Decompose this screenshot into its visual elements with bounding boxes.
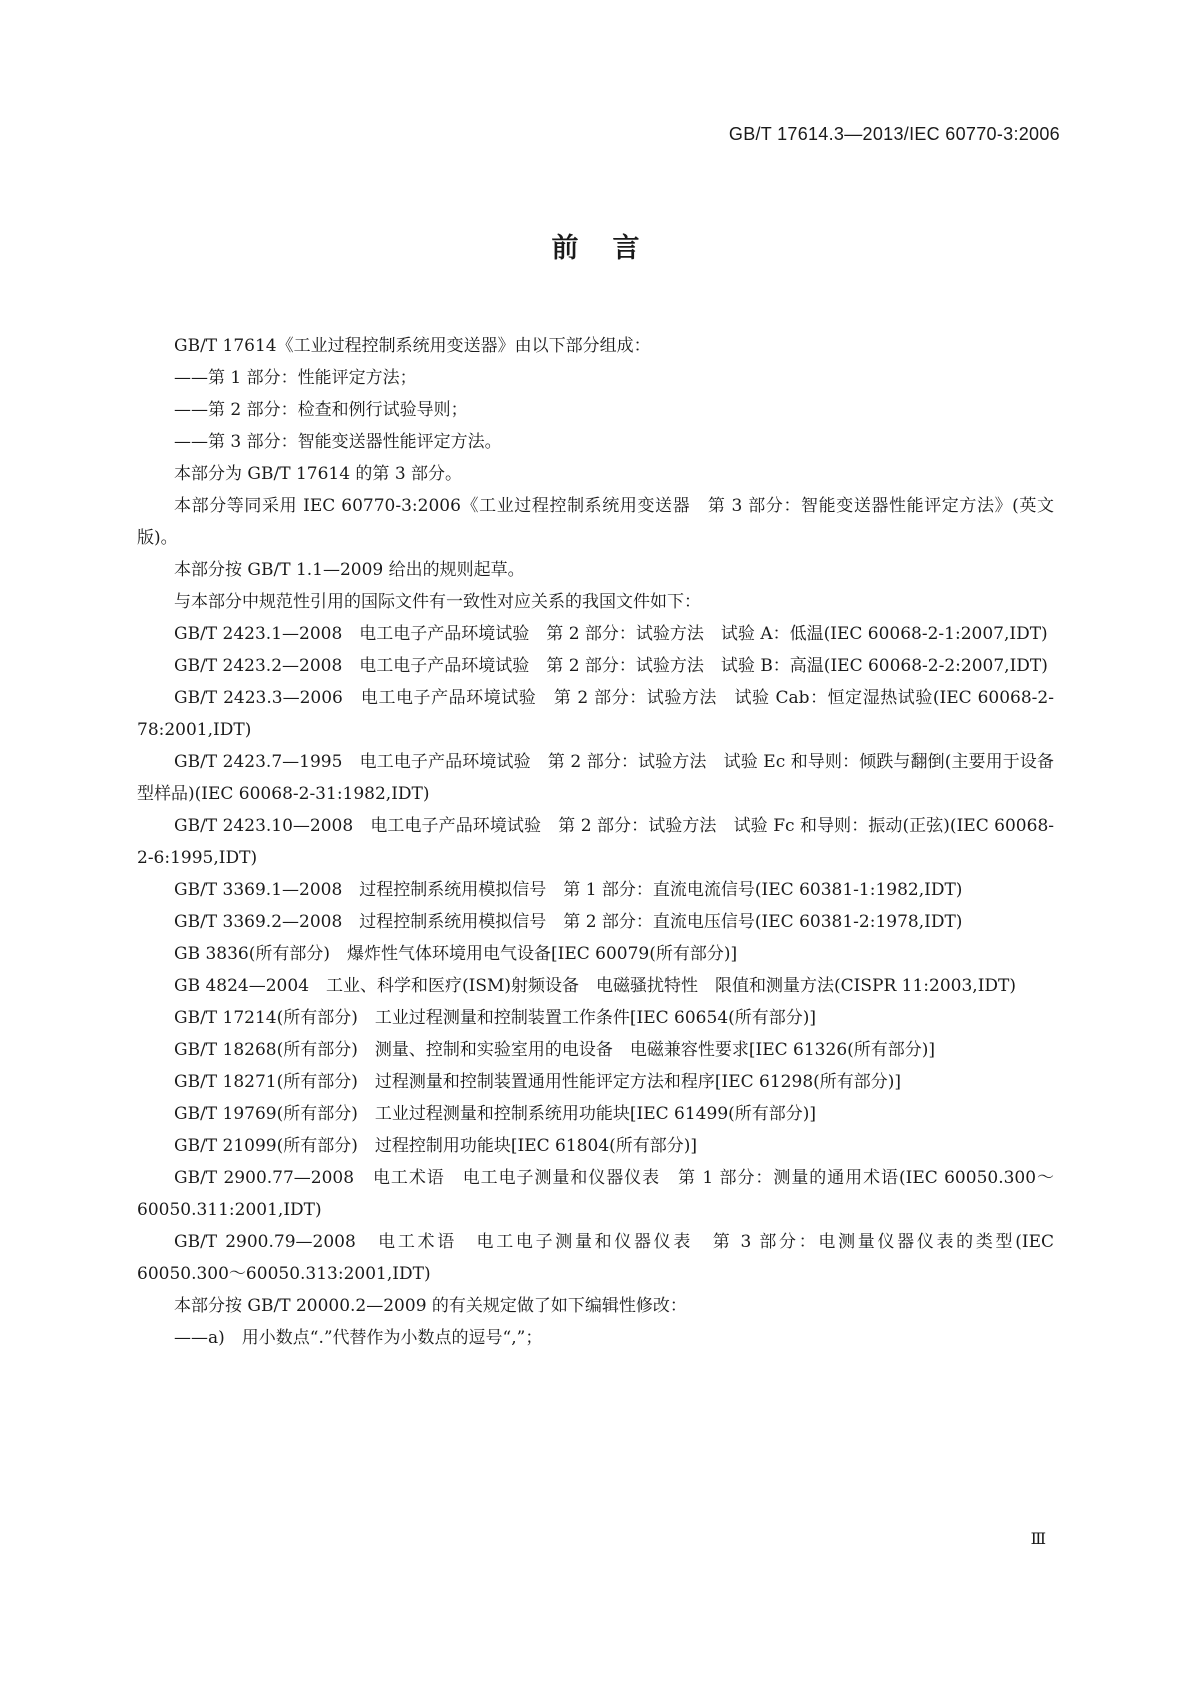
paragraph: 本部分按 GB/T 1.1—2009 给出的规则起草。 bbox=[174, 560, 525, 580]
reference-entry: GB/T 19769(所有部分) 工业过程测量和控制系统用功能块[IEC 61499(所有部分)] bbox=[174, 1104, 817, 1124]
paragraph: ——第 2 部分：检查和例行试验导则； bbox=[174, 400, 468, 420]
paragraph: ——第 3 部分：智能变送器性能评定方法。 bbox=[174, 432, 502, 452]
paragraph: 本部分为 GB/T 17614 的第 3 部分。 bbox=[174, 464, 463, 484]
reference-entry: GB/T 2900.77—2008 电工术语 电工电子测量和仪器仪表 第 1 部分：测量的通用术语(IEC 60050.300～60050.311:2001,IDT) bbox=[137, 1168, 1054, 1220]
reference-entry: GB/T 2423.10—2008 电工电子产品环境试验 第 2 部分：试验方法 试验 Fc 和导则：振动(正弦)(IEC 60068-2-6:1995,IDT) bbox=[137, 816, 1054, 868]
paragraph: 本部分按 GB/T 20000.2—2009 的有关规定做了如下编辑性修改： bbox=[174, 1296, 687, 1316]
reference-entry: GB/T 2900.79—2008 电工术语 电工电子测量和仪器仪表 第 3 部分：电测量仪器仪表的类型(IEC 60050.300～60050.313:2001,IDT) bbox=[137, 1232, 1054, 1284]
page-number: Ⅲ bbox=[1030, 1529, 1046, 1548]
reference-entry: GB/T 2423.7—1995 电工电子产品环境试验 第 2 部分：试验方法 试验 Ec 和导则：倾跌与翻倒(主要用于设备型样品)(IEC 60068-2-31:1982,IDT) bbox=[137, 752, 1054, 804]
reference-entry: GB/T 2423.3—2006 电工电子产品环境试验 第 2 部分：试验方法 试验 Cab：恒定湿热试验(IEC 60068-2-78:2001,IDT) bbox=[137, 688, 1054, 740]
reference-entry: GB 4824—2004 工业、科学和医疗(ISM)射频设备 电磁骚扰特性 限值和测量方法(CISPR 11:2003,IDT) bbox=[174, 976, 1017, 996]
paragraph: 与本部分中规范性引用的国际文件有一致性对应关系的我国文件如下： bbox=[174, 592, 701, 612]
paragraph: 本部分等同采用 IEC 60770-3:2006《工业过程控制系统用变送器 第 3 部分：智能变送器性能评定方法》(英文版)。 bbox=[137, 496, 1054, 548]
reference-entry: GB/T 3369.2—2008 过程控制系统用模拟信号 第 2 部分：直流电压信号(IEC 60381-2:1978,IDT) bbox=[174, 912, 963, 932]
reference-entry: GB/T 3369.1—2008 过程控制系统用模拟信号 第 1 部分：直流电流信号(IEC 60381-1:1982,IDT) bbox=[174, 880, 963, 900]
standard-code-header: GB/T 17614.3—2013/IEC 60770-3:2006 bbox=[728, 124, 1060, 144]
reference-entry: GB/T 17214(所有部分) 工业过程测量和控制装置工作条件[IEC 60654(所有部分)] bbox=[174, 1008, 817, 1028]
reference-entry: GB 3836(所有部分) 爆炸性气体环境用电气设备[IEC 60079(所有部分)] bbox=[174, 944, 738, 964]
reference-entry: GB/T 21099(所有部分) 过程控制用功能块[IEC 61804(所有部分)] bbox=[174, 1136, 698, 1156]
page-title: 前言 bbox=[551, 233, 674, 264]
reference-entry: GB/T 2423.1—2008 电工电子产品环境试验 第 2 部分：试验方法 试验 A：低温(IEC 60068-2-1:2007,IDT) bbox=[174, 624, 1048, 644]
paragraph: ——第 1 部分：性能评定方法； bbox=[174, 368, 417, 388]
paragraph: ——a) 用小数点“.”代替作为小数点的逗号“,”； bbox=[174, 1328, 543, 1348]
paragraph: GB/T 17614《工业过程控制系统用变送器》由以下部分组成： bbox=[174, 336, 651, 356]
reference-entry: GB/T 18268(所有部分) 测量、控制和实验室用的电设备 电磁兼容性要求[IEC 61326(所有部分)] bbox=[174, 1040, 936, 1060]
foreword-body bbox=[137, 330, 1054, 1354]
reference-entry: GB/T 2423.2—2008 电工电子产品环境试验 第 2 部分：试验方法 试验 B：高温(IEC 60068-2-2:2007,IDT) bbox=[174, 656, 1048, 676]
reference-entry: GB/T 18271(所有部分) 过程测量和控制装置通用性能评定方法和程序[IEC 61298(所有部分)] bbox=[174, 1072, 902, 1092]
